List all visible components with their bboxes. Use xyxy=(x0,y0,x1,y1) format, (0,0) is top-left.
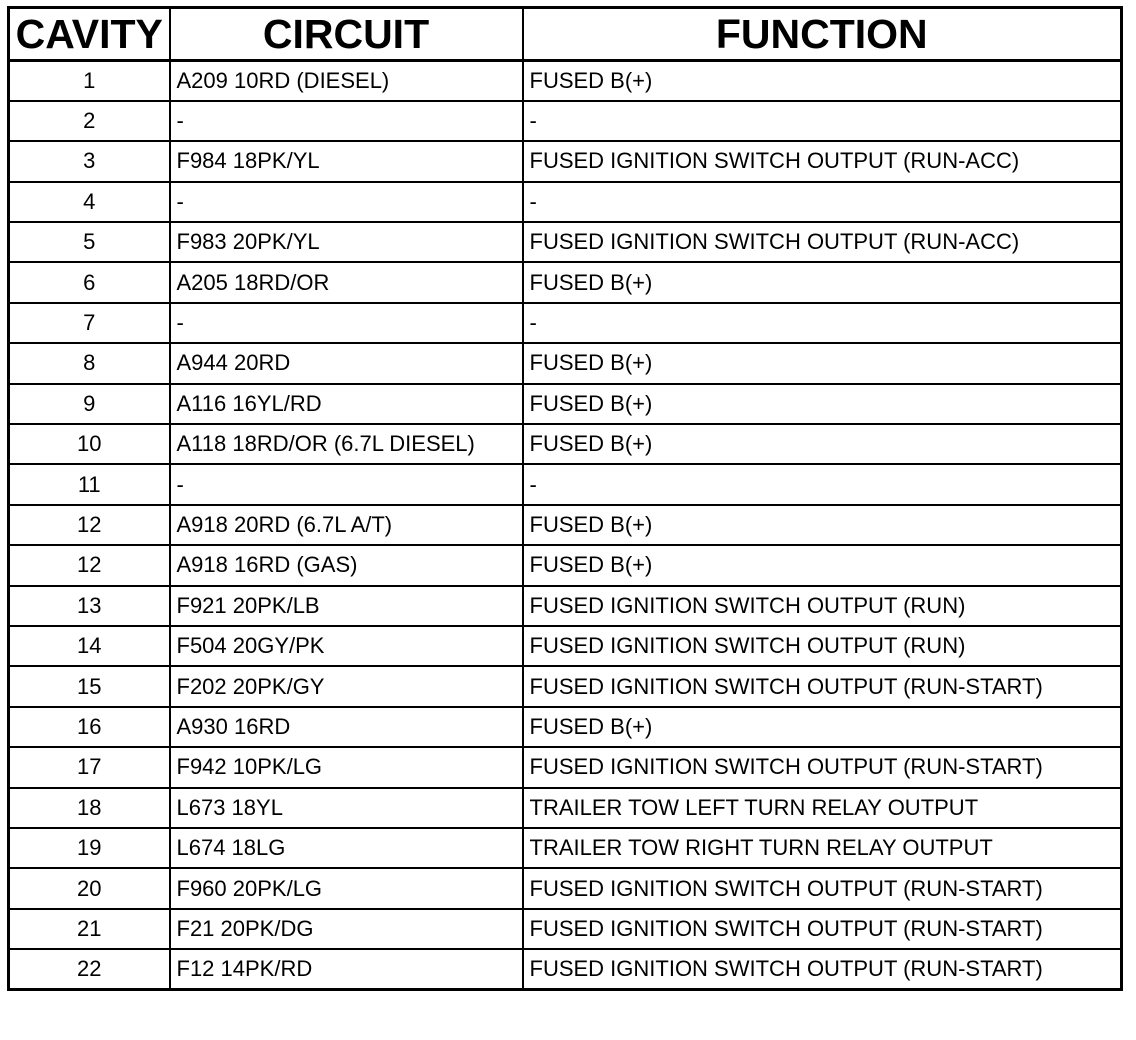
function-cell: TRAILER TOW LEFT TURN RELAY OUTPUT xyxy=(523,788,1122,828)
circuit-cell: - xyxy=(170,303,523,343)
function-cell: FUSED B(+) xyxy=(523,262,1122,302)
function-cell: - xyxy=(523,464,1122,504)
cavity-cell: 14 xyxy=(9,626,170,666)
circuit-cell: L673 18YL xyxy=(170,788,523,828)
header-circuit: CIRCUIT xyxy=(170,8,523,61)
cavity-cell: 12 xyxy=(9,545,170,585)
function-cell: FUSED IGNITION SWITCH OUTPUT (RUN-ACC) xyxy=(523,141,1122,181)
circuit-cell: A116 16YL/RD xyxy=(170,384,523,424)
table-row xyxy=(9,424,1122,464)
cavity-cell: 1 xyxy=(9,61,170,101)
circuit-cell: A930 16RD xyxy=(170,707,523,747)
cavity-cell: 18 xyxy=(9,788,170,828)
table-row xyxy=(9,868,1122,908)
circuit-cell: F21 20PK/DG xyxy=(170,909,523,949)
function-cell: FUSED IGNITION SWITCH OUTPUT (RUN) xyxy=(523,586,1122,626)
cavity-cell: 13 xyxy=(9,586,170,626)
cavity-cell: 4 xyxy=(9,182,170,222)
cavity-cell: 9 xyxy=(9,384,170,424)
circuit-cell: A918 16RD (GAS) xyxy=(170,545,523,585)
cavity-cell: 12 xyxy=(9,505,170,545)
table-row xyxy=(9,747,1122,787)
function-cell: FUSED B(+) xyxy=(523,545,1122,585)
cavity-cell: 22 xyxy=(9,949,170,989)
circuit-cell: A209 10RD (DIESEL) xyxy=(170,61,523,101)
header-row xyxy=(9,8,1122,61)
function-cell: FUSED IGNITION SWITCH OUTPUT (RUN-START) xyxy=(523,747,1122,787)
function-cell: FUSED B(+) xyxy=(523,343,1122,383)
circuit-cell: A118 18RD/OR (6.7L DIESEL) xyxy=(170,424,523,464)
cavity-cell: 20 xyxy=(9,868,170,908)
table-row xyxy=(9,586,1122,626)
table-row xyxy=(9,949,1122,989)
table-row xyxy=(9,464,1122,504)
table-row xyxy=(9,707,1122,747)
table-row xyxy=(9,101,1122,141)
cavity-cell: 19 xyxy=(9,828,170,868)
circuit-cell: F983 20PK/YL xyxy=(170,222,523,262)
cavity-cell: 21 xyxy=(9,909,170,949)
table-row xyxy=(9,182,1122,222)
function-cell: FUSED IGNITION SWITCH OUTPUT (RUN-START) xyxy=(523,949,1122,989)
table-row xyxy=(9,505,1122,545)
header-function: FUNCTION xyxy=(523,8,1122,61)
function-cell: FUSED IGNITION SWITCH OUTPUT (RUN-ACC) xyxy=(523,222,1122,262)
cavity-cell: 16 xyxy=(9,707,170,747)
connector-pinout-table xyxy=(7,6,1123,991)
table-header xyxy=(9,8,1122,61)
circuit-cell: F942 10PK/LG xyxy=(170,747,523,787)
table-row xyxy=(9,545,1122,585)
function-cell: - xyxy=(523,182,1122,222)
cavity-cell: 11 xyxy=(9,464,170,504)
cavity-cell: 6 xyxy=(9,262,170,302)
table-row xyxy=(9,343,1122,383)
function-cell: TRAILER TOW RIGHT TURN RELAY OUTPUT xyxy=(523,828,1122,868)
function-cell: FUSED IGNITION SWITCH OUTPUT (RUN-START) xyxy=(523,666,1122,706)
function-cell: FUSED B(+) xyxy=(523,505,1122,545)
circuit-cell: F984 18PK/YL xyxy=(170,141,523,181)
function-cell: FUSED B(+) xyxy=(523,384,1122,424)
function-cell: FUSED B(+) xyxy=(523,61,1122,101)
table-row xyxy=(9,262,1122,302)
circuit-cell: F202 20PK/GY xyxy=(170,666,523,706)
circuit-cell: - xyxy=(170,182,523,222)
circuit-cell: - xyxy=(170,464,523,504)
function-cell: FUSED IGNITION SWITCH OUTPUT (RUN-START) xyxy=(523,909,1122,949)
cavity-cell: 8 xyxy=(9,343,170,383)
circuit-cell: F504 20GY/PK xyxy=(170,626,523,666)
table-row xyxy=(9,141,1122,181)
table-row xyxy=(9,384,1122,424)
cavity-cell: 5 xyxy=(9,222,170,262)
table-body xyxy=(9,61,1122,990)
function-cell: FUSED B(+) xyxy=(523,707,1122,747)
function-cell: - xyxy=(523,101,1122,141)
cavity-cell: 3 xyxy=(9,141,170,181)
table-row xyxy=(9,626,1122,666)
function-cell: FUSED IGNITION SWITCH OUTPUT (RUN) xyxy=(523,626,1122,666)
header-cavity: CAVITY xyxy=(9,8,170,61)
circuit-cell: F960 20PK/LG xyxy=(170,868,523,908)
circuit-cell: F12 14PK/RD xyxy=(170,949,523,989)
cavity-cell: 17 xyxy=(9,747,170,787)
table-row xyxy=(9,828,1122,868)
table-row xyxy=(9,909,1122,949)
circuit-cell: - xyxy=(170,101,523,141)
circuit-cell: A918 20RD (6.7L A/T) xyxy=(170,505,523,545)
table-row xyxy=(9,61,1122,101)
cavity-cell: 15 xyxy=(9,666,170,706)
function-cell: - xyxy=(523,303,1122,343)
table-row xyxy=(9,666,1122,706)
circuit-cell: A205 18RD/OR xyxy=(170,262,523,302)
table-row xyxy=(9,788,1122,828)
circuit-cell: L674 18LG xyxy=(170,828,523,868)
function-cell: FUSED B(+) xyxy=(523,424,1122,464)
table-row xyxy=(9,222,1122,262)
circuit-cell: F921 20PK/LB xyxy=(170,586,523,626)
circuit-cell: A944 20RD xyxy=(170,343,523,383)
table-row xyxy=(9,303,1122,343)
cavity-cell: 10 xyxy=(9,424,170,464)
cavity-cell: 2 xyxy=(9,101,170,141)
cavity-cell: 7 xyxy=(9,303,170,343)
function-cell: FUSED IGNITION SWITCH OUTPUT (RUN-START) xyxy=(523,868,1122,908)
